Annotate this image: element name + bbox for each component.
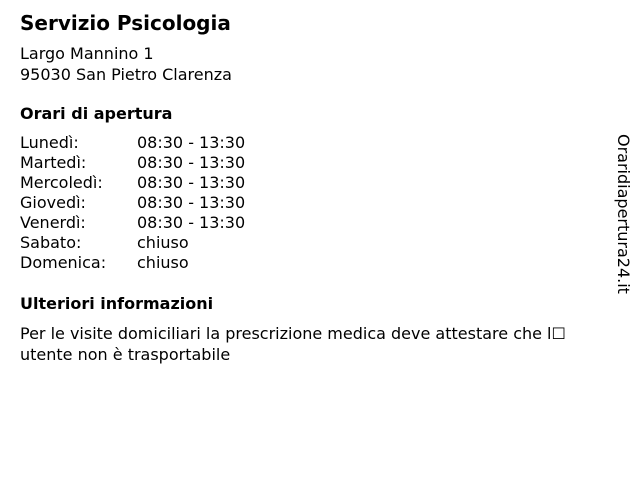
day-label: Sabato: [20, 233, 82, 252]
time-value: 08:30 - 13:30 [137, 193, 246, 212]
additional-info-heading: Ulteriori informazioni [20, 294, 214, 313]
watermark-text: Oraridiapertura24.it [614, 134, 633, 294]
opening-hours-heading: Orari di apertura [20, 104, 173, 123]
info-line: utente non è trasportabile [20, 345, 231, 364]
time-value: 08:30 - 13:30 [137, 153, 246, 172]
day-label: Venerdì: [20, 213, 86, 232]
time-value: chiuso [137, 233, 189, 252]
day-label: Lunedì: [20, 133, 79, 152]
time-value: 08:30 - 13:30 [137, 133, 246, 152]
site-watermark [612, 134, 634, 310]
address-block [20, 43, 232, 85]
day-label: Giovedì: [20, 193, 86, 212]
time-value: 08:30 - 13:30 [137, 213, 246, 232]
page-title: Servizio Psicologia [20, 11, 231, 35]
day-label: Martedì: [20, 153, 87, 172]
address-street: Largo Mannino 1 [20, 44, 154, 63]
day-label: Domenica: [20, 253, 107, 272]
time-value: 08:30 - 13:30 [137, 173, 246, 192]
additional-info-text [20, 323, 620, 365]
address-city: 95030 San Pietro Clarenza [20, 65, 232, 84]
time-value: chiuso [137, 253, 189, 272]
day-label: Mercoledì: [20, 173, 103, 192]
info-line: Per le visite domiciliari la prescrizione medica deve attestare che l☐ [20, 324, 566, 343]
